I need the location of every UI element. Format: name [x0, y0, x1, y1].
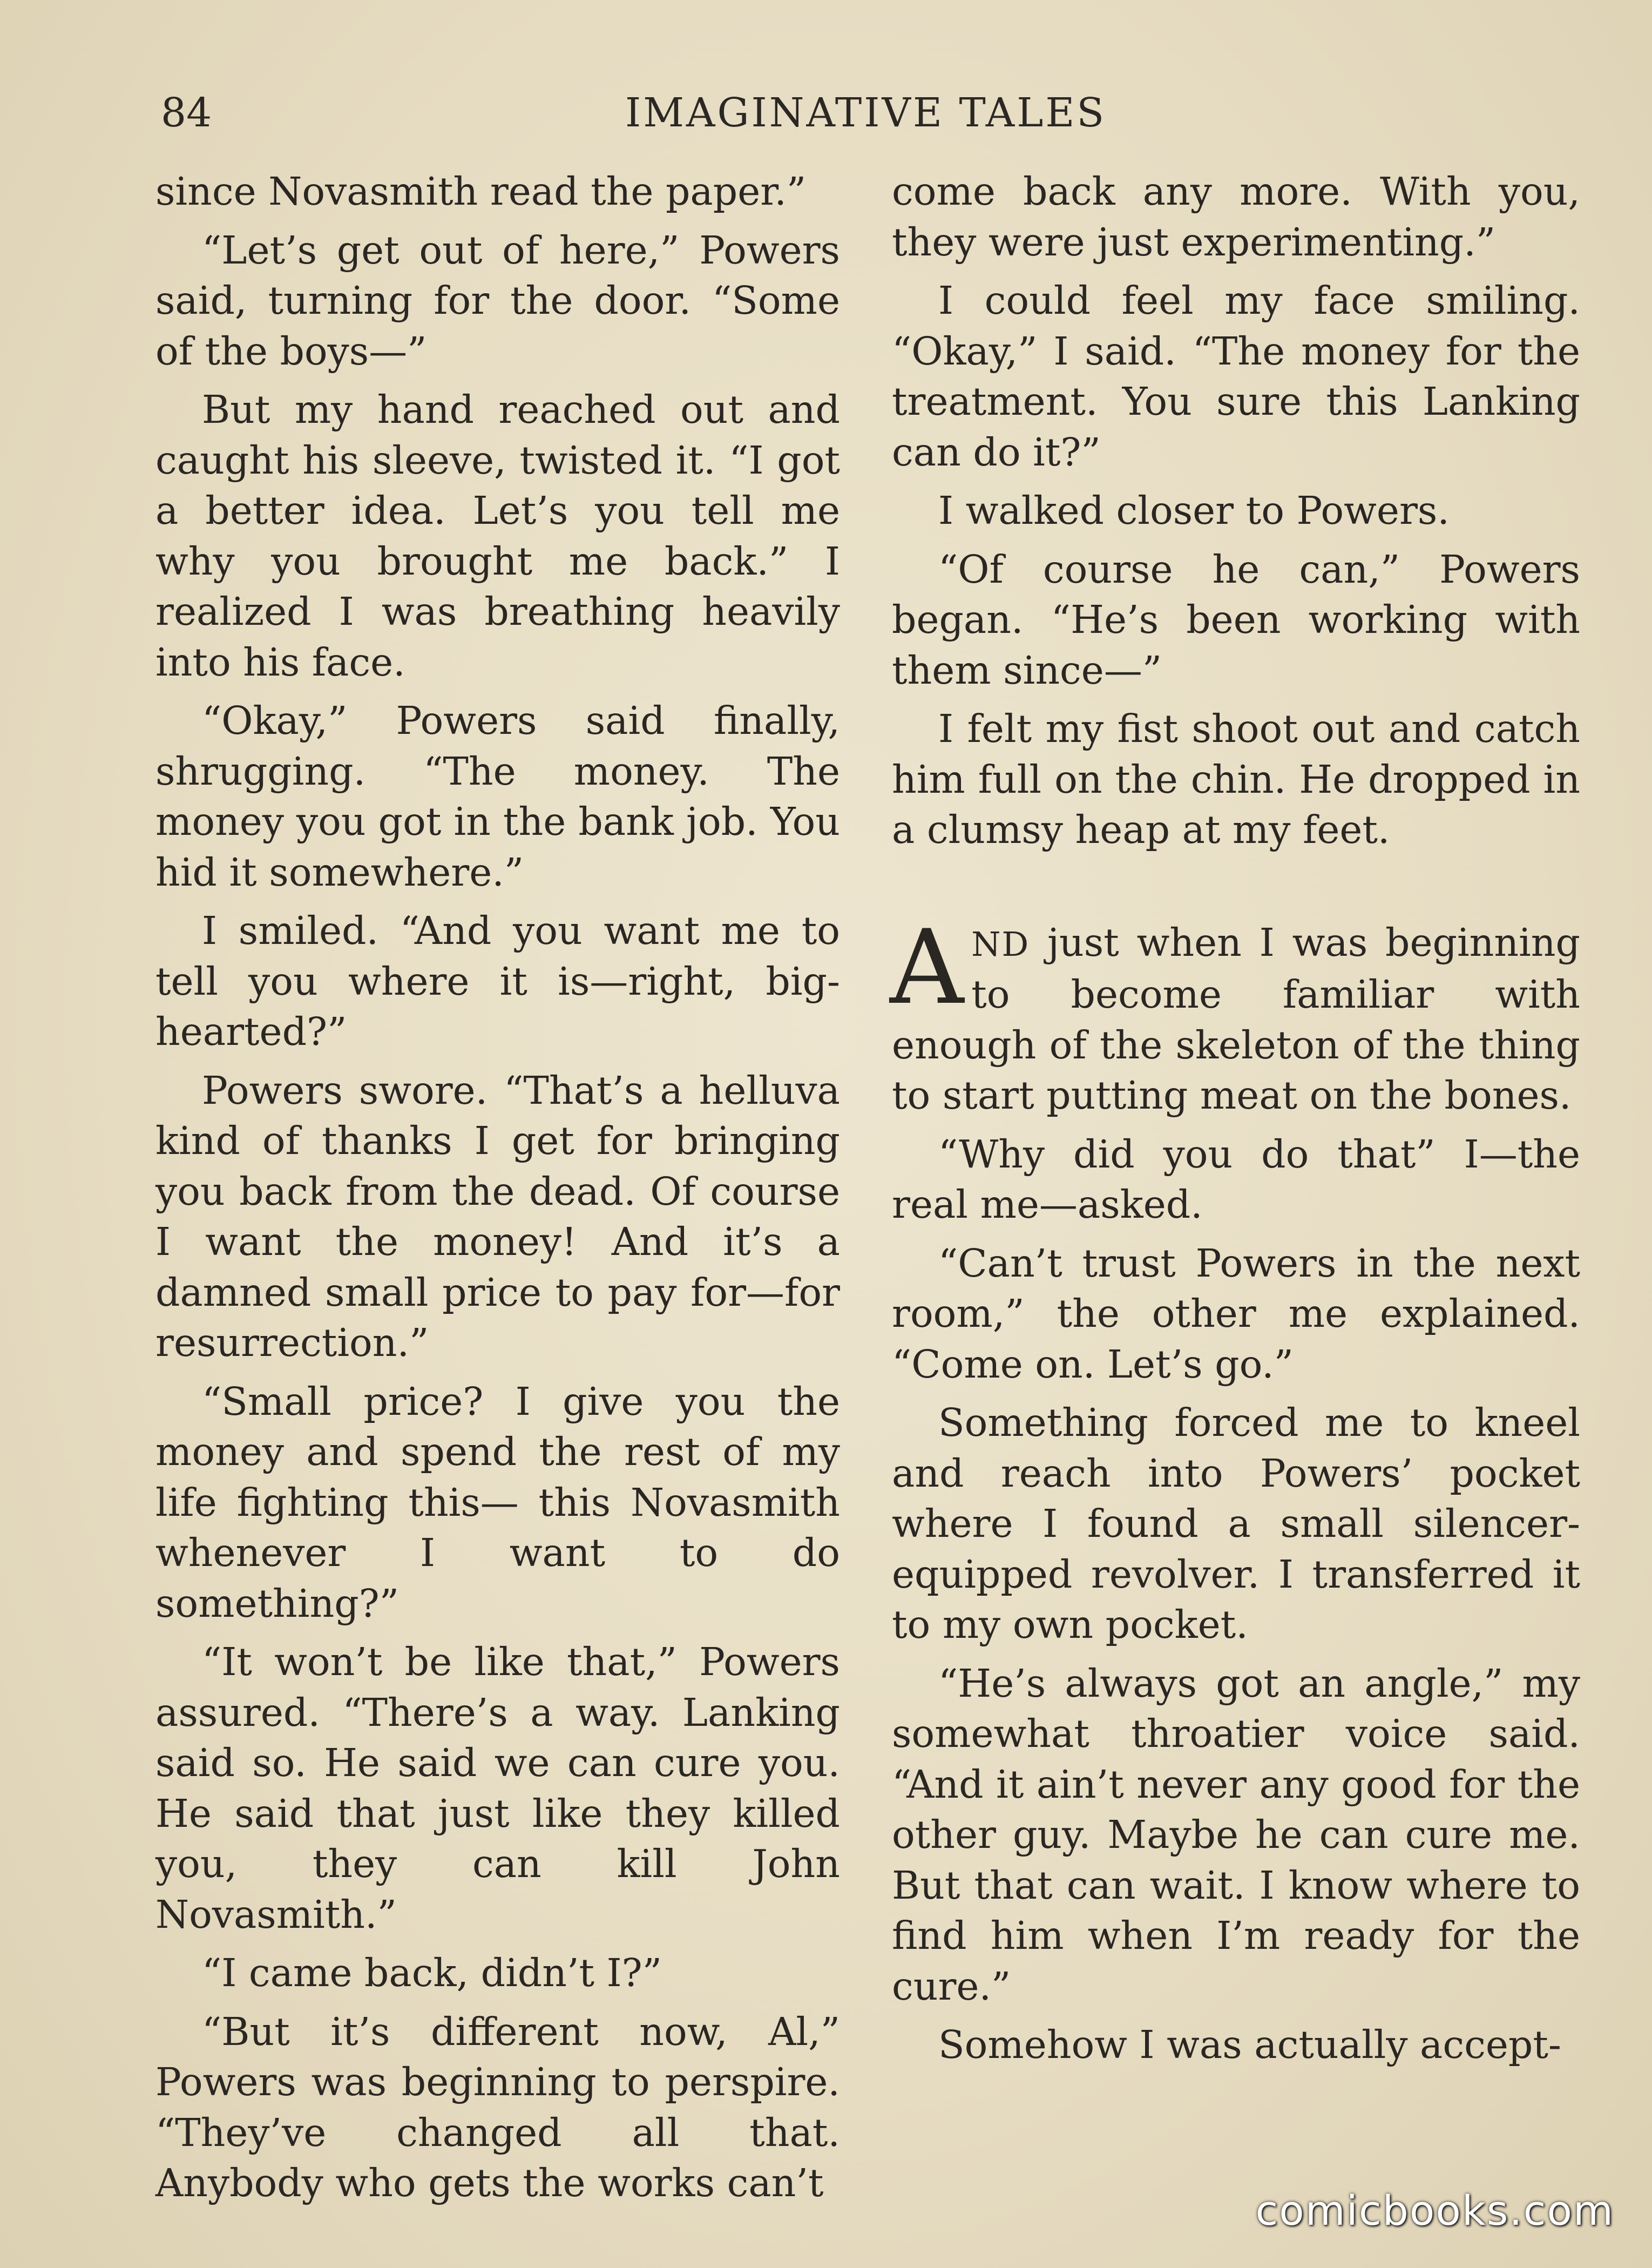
paragraph: “Okay,” Powers said finally, shrugging. “The money. The money you got in the bank job. You hid it somewhere.”	[155, 698, 840, 895]
paragraph: But my hand reached out and caught his sleeve, twisted it. “I got a better idea. Let’s you tell me why you brought me back.” I realized I was breathing heavily into his face.	[155, 387, 840, 685]
paragraph: “Let’s get out of here,” Powers said, turning for the door. “Some of the boys—”	[155, 227, 840, 374]
drop-cap-smallcaps: ND	[971, 924, 1030, 964]
section-break	[892, 863, 1580, 917]
watermark: comicbooks.com	[1255, 2186, 1614, 2235]
paragraph: Something forced me to kneel and reach into Powers’ pocket where I found a small silencer-equipped revolver. I transferred it to my own pocket.	[892, 1400, 1580, 1647]
running-title: IMAGINATIVE TALES	[625, 90, 1107, 136]
paragraph: “It won’t be like that,” Powers assured. “There’s a way. Lanking said so. He said we can cure you. He said that just like they killed you, they can kill John Novasmith.”	[155, 1639, 840, 1937]
paragraph: I smiled. “And you want me to tell you where it is—right, big-hearted?”	[155, 908, 840, 1054]
paragraph: “Can’t trust Powers in the next room,” the other me explained. “Come on. Let’s go.”	[892, 1240, 1580, 1387]
right-text-column	[892, 166, 1580, 2078]
paragraph: “Small price? I give you the money and spend the rest of my life fighting this— this Novasmith whenever I want to do something?”	[155, 1379, 840, 1626]
paragraph: I walked closer to Powers.	[938, 488, 1450, 533]
paragraph: “Why did you do that” I—the real me—asked.	[892, 1131, 1580, 1227]
paragraph: come back any more. With you, they were just experimenting.”	[892, 169, 1580, 265]
drop-cap-paragraph-text: just when I was beginning to become familiar with enough of the skeleton of the thing to start putting meat on the bones.	[892, 920, 1580, 1118]
drop-cap: A	[890, 907, 964, 1027]
paragraph: Powers swore. “That’s a helluva kind of thanks I get for bringing you back from the dead. Of course I want the money! And it’s a damned small price to pay for—for resurrection.”	[155, 1068, 840, 1365]
left-text-column	[155, 166, 840, 2217]
drop-cap-paragraph	[890, 907, 1580, 1121]
paragraph: since Novasmith read the paper.”	[155, 169, 807, 214]
paragraph: “Of course he can,” Powers began. “He’s been working with them since—”	[892, 546, 1580, 693]
page-number: 84	[161, 90, 212, 136]
paragraph: I felt my fist shoot out and catch him full on the chin. He dropped in a clumsy heap at my feet.	[892, 706, 1580, 852]
paragraph: “But it’s different now, Al,” Powers was beginning to perspire. “They’ve changed all that. Anybody who gets the works can’t	[155, 2009, 840, 2205]
paragraph: “He’s always got an angle,” my somewhat throatier voice said. “And it ain’t never any good for the other guy. Maybe he can cure me. But that can wait. I know where to find him when I’m ready for the cure.”	[892, 1660, 1580, 2009]
paragraph: “I came back, didn’t I?”	[202, 1950, 662, 1995]
paragraph: Somehow I was actually accept-	[938, 2022, 1561, 2067]
paragraph: I could feel my face smiling. “Okay,” I said. “The money for the treatment. You sure this Lanking can do it?”	[892, 278, 1580, 475]
